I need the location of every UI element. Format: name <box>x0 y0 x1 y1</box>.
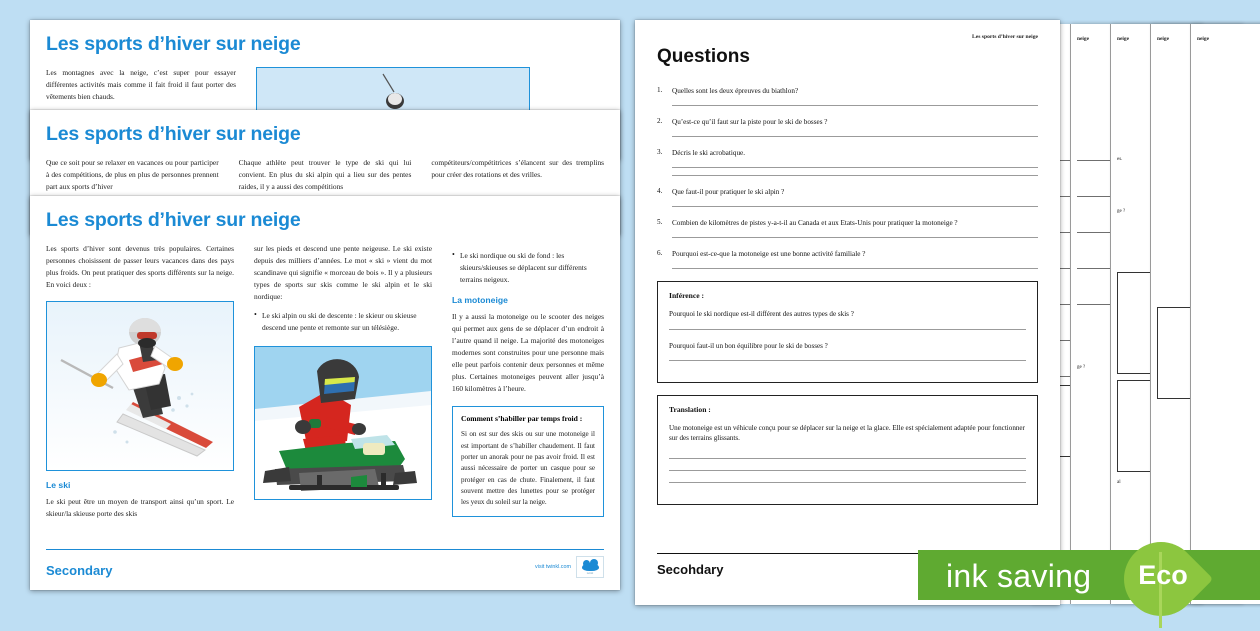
question-text: Que faut-il pour pratiquer le ski alpin ? <box>672 188 785 197</box>
intro-paragraph: Les sports d’hiver sont devenus très populaires. Certaines personnes choisissent de passer leurs vacances dans des pays plus froids. On peut pratiquer des sports différents sur la neige. En voici deux : <box>46 244 234 290</box>
footer-label: Secondary <box>46 563 113 578</box>
body-paragraph: Il y a aussi la motoneige ou le scooter des neiges qui permet aux gens de se déplacer d’un endroit à l’autre quand il neige. La majorité des motoneiges modernes sont construites pour une personne mais elle peut parfois contenir deux personnes et même plus. Certaines motoneiges peuvent aller jusqu’à 160 kilomètres à l’heure. <box>452 312 604 394</box>
answer-line[interactable] <box>669 458 1026 459</box>
ghost-page-5[interactable] <box>1190 24 1260 604</box>
info-sheet-page3[interactable] <box>30 196 620 590</box>
question-row <box>657 187 1038 197</box>
question-number: 4. <box>657 187 663 196</box>
inference-title: Inférence : <box>669 291 705 301</box>
footer-branding[interactable] <box>535 556 604 578</box>
intro-paragraph: Les montagnes avec la neige, c’est super pour essayer différentes activités mais comme il fait froid il faut porter des vêtements bien chauds. <box>46 68 236 102</box>
question-text: Pourquoi est-ce-que la motoneige est une bonne activité familiale ? <box>672 250 866 259</box>
answer-line[interactable] <box>672 175 1038 176</box>
cold-weather-callout <box>452 406 604 516</box>
column-1 <box>46 243 234 520</box>
inference-box <box>657 281 1038 383</box>
ghost-fragment: es. <box>1117 157 1123 162</box>
question-text: Qu’est-ce qu’il faut sur la piste pour le ski de bosses ? <box>672 118 828 127</box>
question-text: Quelles sont les deux épreuves du biathlon? <box>672 87 799 95</box>
twinkl-logo-subtext: twinkl <box>586 572 594 575</box>
bullet-item: • Le ski nordique ou ski de fond : les skieurs/skieuses se déplacent sur différents terrains neigeux. <box>452 250 604 286</box>
column-2 <box>254 243 432 520</box>
bullet-item: • Le ski alpin ou ski de descente : le skieur ou skieuse descend une pente et remonte sur un télésiège. <box>254 310 432 334</box>
questions-document-stack <box>630 0 1260 630</box>
ghost-fragment: al <box>1117 480 1121 485</box>
ghost-running-head: neige <box>1197 36 1209 42</box>
worksheet-title: Questions <box>657 46 750 67</box>
answer-line[interactable] <box>669 482 1026 483</box>
inference-prompt: Pourquoi le ski nordique est-il différent des autres types de skis ? <box>669 310 854 319</box>
callout-text: Si on est sur des skis ou sur une motoneige il est important de s’habiller chaudement. Il faut porter un anorak pour ne pas avoir froid. Il est aussi nécessaire de porter un casque pour se protéger en cas de chute. Finalement, il faut souvent mettre des lunettes pour se protéger les yeux du soleil sur la neige. <box>461 430 595 507</box>
page-title: Les sports d’hiver sur neige <box>46 123 301 145</box>
body-paragraph: Le ski peut être un moyen de transport ainsi qu’un sport. Le skieur/la skieuse porte des skis <box>46 497 234 519</box>
answer-line[interactable] <box>672 136 1038 137</box>
answer-line[interactable] <box>672 206 1038 207</box>
twinkl-logo <box>576 556 604 578</box>
column-3 <box>452 243 604 520</box>
three-column-body <box>46 157 604 193</box>
page-title: Les sports d’hiver sur neige <box>46 33 301 55</box>
ghost-running-head: neige <box>1117 36 1129 42</box>
body-paragraph: compétiteurs/compétitrices s’élancent sur des tremplins pour créer des rotations et des vrilles. <box>431 158 605 180</box>
subheading-le-ski: Le ski <box>46 480 71 491</box>
question-number: 6. <box>657 249 663 258</box>
answer-line[interactable] <box>669 470 1026 471</box>
question-number: 2. <box>657 117 663 126</box>
ski-type-bullets <box>254 310 432 334</box>
question-number: 1. <box>657 86 663 94</box>
ghost-running-head: neige <box>1157 36 1169 42</box>
ink-saving-eco-badge <box>918 544 1260 606</box>
eco-label: Eco <box>1138 560 1188 590</box>
callout-title: Comment s’habiller par temps froid : <box>461 414 583 424</box>
inference-prompt: Pourquoi faut-il un bon équilibre pour le ski de bosses ? <box>669 341 828 350</box>
page-title: Les sports d’hiver sur neige <box>46 209 301 231</box>
ink-saving-label: ink saving <box>946 558 1092 594</box>
answer-line[interactable] <box>672 268 1038 269</box>
ghost-running-head: neige <box>1077 36 1089 42</box>
question-number: 3. <box>657 148 663 157</box>
answer-line[interactable] <box>672 237 1038 238</box>
question-row <box>657 86 1038 96</box>
footer-label: Secohdary <box>657 562 724 577</box>
question-number: 5. <box>657 218 663 227</box>
answer-line[interactable] <box>672 167 1038 168</box>
column-2 <box>239 157 412 193</box>
translation-box <box>657 395 1038 505</box>
ski-type-bullets <box>452 250 604 286</box>
document-footer <box>46 549 604 578</box>
column-1 <box>46 157 219 193</box>
column-3 <box>431 157 604 193</box>
question-row <box>657 117 1038 127</box>
twinkl-cloud-icon <box>582 563 599 571</box>
ghost-fragment: ge ? <box>1077 365 1086 370</box>
translation-text: Une motoneige est un véhicule conçu pour se déplacer sur la neige et la glace. Elle est spécialement adaptée pour fonctionner sur des terrains glissants. <box>669 424 1025 443</box>
worksheet-running-head: Les sports d’hiver sur neige <box>972 34 1038 40</box>
snowmobile-illustration <box>254 346 432 500</box>
answer-line[interactable] <box>669 360 1026 361</box>
answer-line[interactable] <box>672 105 1038 106</box>
subheading-la-motoneige: La motoneige <box>452 295 508 306</box>
visit-link-text[interactable]: visit twinkl.com <box>535 564 571 570</box>
body-paragraph: sur les pieds et descend une pente neigeuse. Le ski existe depuis des milliers d’années. Le mot « ski » vient du mot scandinave qui signifie « morceau de bois ». Il y a plusieurs types de sports sur skis comme le ski alpin et le ski nordique: <box>254 244 432 302</box>
body-paragraph: Chaque athlète peut trouver le type de ski qui lui convient. En plus du ski alpin qui a lieu sur des pentes raides, il y a aussi des compétitions <box>238 158 412 192</box>
question-text: Décris le ski acrobatique. <box>672 149 746 158</box>
question-text: Combien de kilomètres de pistes y-a-t-il au Canada et aux Etats-Unis pour pratiquer la motoneige ? <box>672 219 958 228</box>
three-column-body <box>46 243 604 520</box>
questions-worksheet[interactable] <box>635 20 1060 605</box>
question-row <box>657 249 1038 259</box>
question-row <box>657 148 1038 158</box>
alpine-skier-illustration <box>46 301 234 471</box>
ghost-fragment: ge ? <box>1117 209 1126 214</box>
question-row <box>657 218 1038 228</box>
translation-title: Translation : <box>669 405 711 415</box>
question-list <box>657 86 1038 269</box>
answer-line[interactable] <box>669 329 1026 330</box>
body-paragraph: Que ce soit pour se relaxer en vacances ou pour participer à des compétitions, de plus en plus de personnes prennent part aux sports d’hiver <box>46 158 219 192</box>
